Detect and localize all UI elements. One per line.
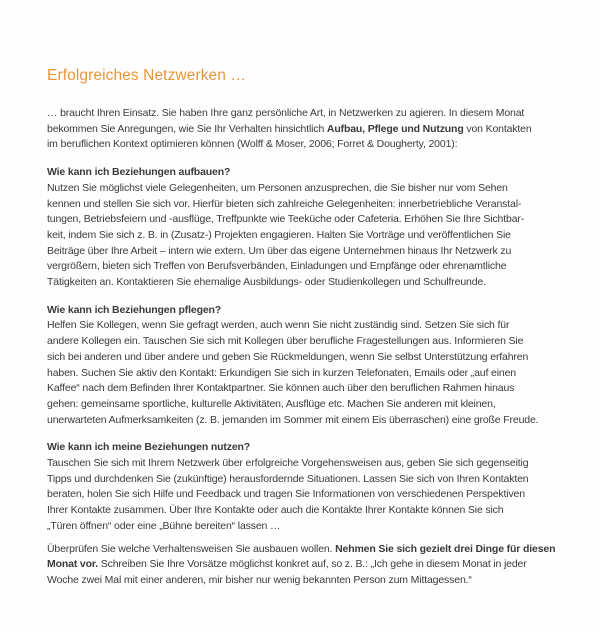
document-body (47, 106, 560, 589)
text-line: haben. Suchen Sie aktiv den Kontakt: Erkundigen Sie sich in kurzen Telefonaten, Emails oder „auf einen (47, 366, 516, 379)
text-line: Helfen Sie Kollegen, wenn Sie gefragt werden, auch wenn Sie nicht zuständig sind. Setzen Sie sich für (47, 319, 510, 332)
text-line: … braucht Ihren Einsatz. Sie haben Ihre ganz persönliche Art, in Netzwerken zu agieren. In diesem Monat (47, 107, 525, 119)
text-line: Tätigkeiten an. Kontaktieren Sie ehemalige Ausbildungs- oder Studienkollegen und Schulfreunde. (47, 276, 486, 289)
paragraph (47, 456, 560, 535)
paragraph (47, 542, 560, 589)
text-line: unerwarteten Aufmerksamkeiten (z. B. jemanden im Sommer mit einem Eis überraschen) eine große Freude. (47, 413, 539, 426)
text-line: Monat vor. Schreiben Sie Ihre Vorsätze möglichst konkret auf, so z. B.: „Ich gehe in diesem Monat in jeder (47, 558, 527, 571)
text-line: kennen und stellen Sie sich vor. Hierfür bieten sich zahlreiche Gelegenheiten: innerbetriebliche Veranstal- (47, 197, 522, 210)
text-line: beraten, holen Sie sich Hilfe und Feedback und tragen Sie Informationen von verschiedenen Perspektiven (47, 488, 525, 501)
paragraph (47, 106, 560, 153)
paragraph (47, 318, 560, 428)
text-line: Beiträge über Ihre Arbeit – intern wie extern. Um über das eigene Unternehmen hinaus Ihr Netzwerk zu (47, 244, 512, 257)
text-line: Tauschen Sie sich mit Ihrem Netzwerk über erfolgreiche Vorgehensweisen aus, geben Sie sich gegenseitig (47, 457, 529, 470)
text-line: vergrößern, bieten sich Treffen von Berufsverbänden, Einladungen und Empfänge oder ehrenamtliche (47, 260, 507, 273)
text-line: Woche zwei Mal mit einer anderen, mir bisher nur wenig bekannten Person zum Mittagessen.“ (47, 573, 472, 586)
text-line: im beruflichen Kontext optimieren können (Wolff & Moser, 2006; Forret & Dougherty, 2001): (47, 138, 458, 151)
text-line: keit, indem Sie sich z. B. in (Zusatz-) Projekten engagieren. Halten Sie Vorträge und veröffentlichen Sie (47, 228, 511, 241)
text-line: Nutzen Sie möglichst viele Gelegenheiten, um Personen anzusprechen, die Sie bisher nur vom Sehen (47, 181, 508, 194)
text-line: Überprüfen Sie welche Verhaltensweisen Sie ausbauen wollen. Nehmen Sie sich gezielt drei Dinge für diesen (47, 542, 556, 555)
text-line: tungen, Betriebsfeiern und -ausflüge, Treffpunkte wie Teeküche oder Cafeteria. Erhöhen Sie Ihre Sichtbar- (47, 213, 525, 226)
section-heading: Wie kann ich Beziehungen pflegen? (47, 303, 222, 316)
text-line: Kaffee“ nach dem Befinden Ihrer Kontaktpartner. Sie können auch über den beruflichen Rahmen hinaus (47, 382, 515, 395)
section-heading: Wie kann ich meine Beziehungen nutzen? (47, 441, 251, 454)
section-heading: Wie kann ich Beziehungen aufbauen? (47, 166, 231, 179)
paragraph (47, 181, 560, 291)
text-line: gehen: gemeinsame sportliche, kulturelle Aktivitäten, Ausflüge etc. Machen Sie anderen mit kleinen, (47, 397, 496, 410)
text-line: andere Kollegen ein. Tauschen Sie sich mit Kollegen über berufliche Fragestellungen aus. Informieren Sie (47, 335, 524, 348)
text-line: sich bei anderen und über andere und geben Sie Rückmeldungen, wenn Sie selbst Unterstützung erfahren (47, 350, 529, 363)
page-title: Erfolgreiches Netzwerken … (47, 67, 247, 84)
text-line: Tipps und durchdenken Sie (zukünftige) herausfordernde Situationen. Lassen Sie sich von Ihren Kontakten (47, 472, 529, 485)
text-line: „Türen öffnen“ oder eine „Bühne bereiten“ lassen … (47, 519, 281, 532)
text-line: Ihrer Kontakte zusammen. Über Ihre Kontakte oder auch die Kontakte Ihrer Kontakte können Sie sich (47, 504, 504, 517)
text-line: bekommen Sie Anregungen, wie Sie Ihr Verhalten hinsichtlich Aufbau, Pflege und Nutzung von Kontakten (47, 122, 532, 135)
